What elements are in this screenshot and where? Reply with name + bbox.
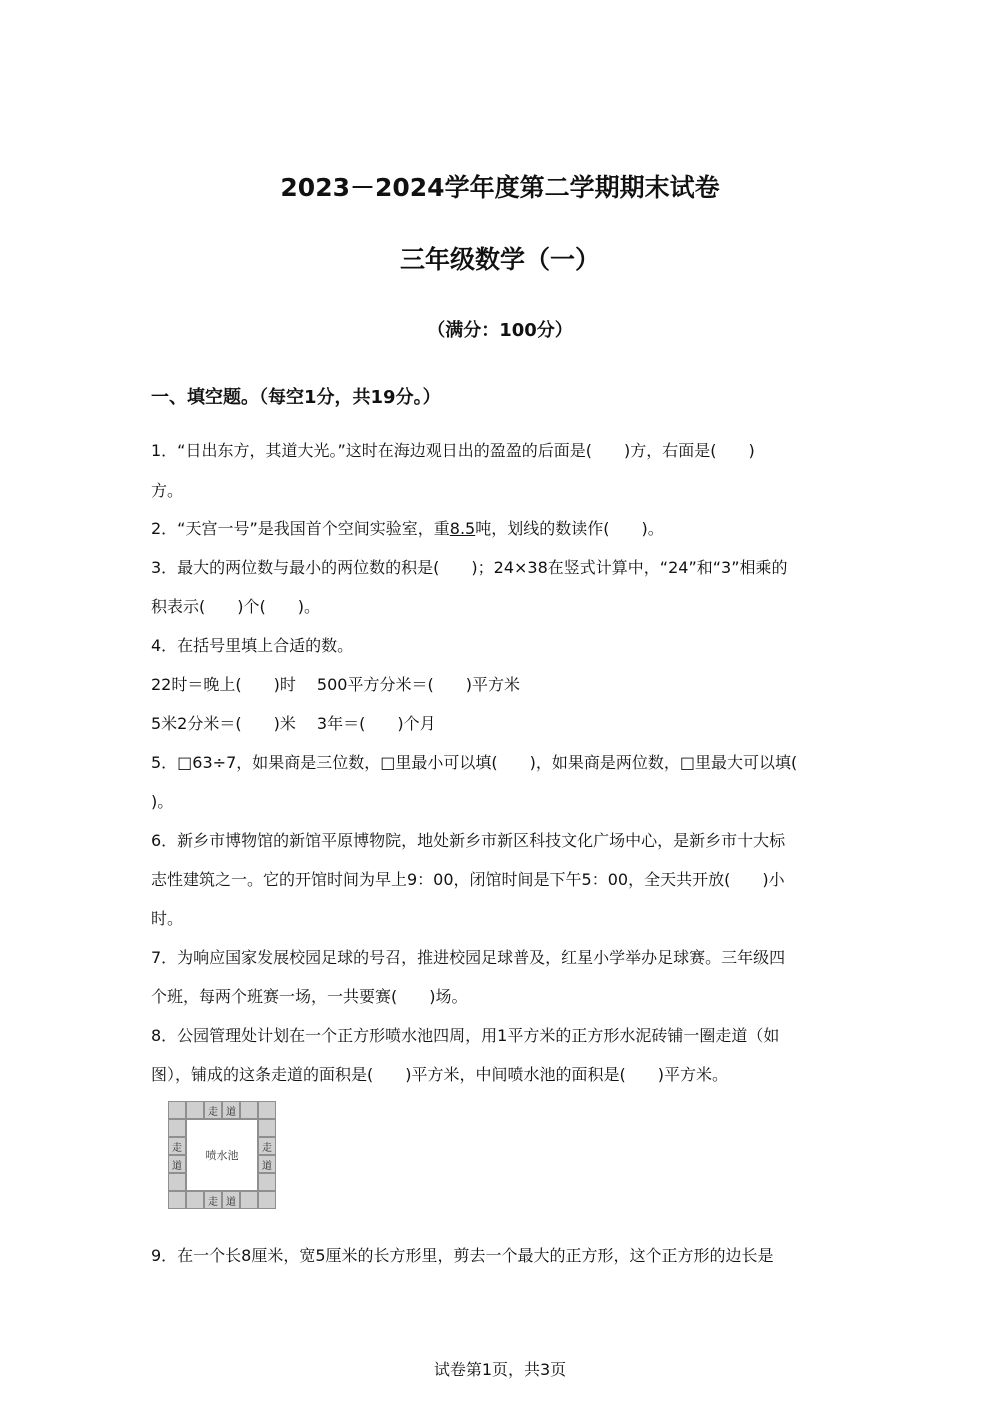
page-footer: 试卷第1页，共3页 bbox=[433, 1360, 567, 1379]
question-9-line-1: 9．在一个长8厘米，宽5厘米的长方形里，剪去一个最大的正方形，这个正方形的边长是 bbox=[151, 1246, 774, 1265]
question-1-line-2: 方。 bbox=[151, 481, 184, 500]
question-5-line-2: )。 bbox=[151, 792, 174, 811]
question-4-line-3: 5米2分米＝( )米 3年＝( )个月 bbox=[151, 714, 436, 733]
question-6-line-2: 志性建筑之一。它的开馆时间为早上9：00，闭馆时间是下午5：00，全天共开放( )小 bbox=[151, 870, 785, 889]
question-6-line-3: 时。 bbox=[151, 909, 184, 928]
path-tile bbox=[258, 1173, 276, 1191]
exam-subtitle: 三年级数学（一） bbox=[399, 245, 600, 274]
path-tile bbox=[240, 1191, 258, 1209]
path-tile: 走 bbox=[204, 1191, 222, 1209]
fountain-pool: 喷水池 bbox=[186, 1119, 258, 1191]
question-1-line-1: 1．“日出东方，其道大光。”这时在海边观日出的盈盈的后面是( )方，右面是( ) bbox=[151, 441, 755, 460]
fountain-path-figure bbox=[168, 1101, 276, 1209]
path-tile bbox=[186, 1191, 204, 1209]
question-8-line-2: 图），铺成的这条走道的面积是( )平方米，中间喷水池的面积是( )平方米。 bbox=[151, 1065, 728, 1084]
path-tile: 道 bbox=[222, 1191, 240, 1209]
underlined-number: 8.5 bbox=[449, 519, 476, 538]
section-heading: 一、填空题。（每空1分，共19分。） bbox=[151, 387, 441, 408]
question-6-line-1: 6．新乡市博物馆的新馆平原博物院，地处新乡市新区科技文化广场中心，是新乡市十大标 bbox=[151, 831, 786, 850]
path-tile bbox=[168, 1119, 186, 1137]
question-7-line-1: 7．为响应国家发展校园足球的号召，推进校园足球普及，红星小学举办足球赛。三年级四 bbox=[151, 948, 786, 967]
path-tile: 道 bbox=[222, 1101, 240, 1119]
question-2 bbox=[151, 516, 664, 539]
question-4-line-1: 4．在括号里填上合适的数。 bbox=[151, 636, 354, 655]
question-3-line-1: 3．最大的两位数与最小的两位数的积是( )；24×38在竖式计算中，“24”和“3”相乘的 bbox=[151, 558, 788, 577]
question-4-line-2: 22时＝晚上( )时 500平方分米＝( )平方米 bbox=[151, 675, 520, 694]
path-tile: 道 bbox=[258, 1155, 276, 1173]
path-tile bbox=[168, 1173, 186, 1191]
question-2-pre: 2．“天宫一号”是我国首个空间实验室，重 bbox=[151, 519, 450, 538]
path-tile bbox=[186, 1101, 204, 1119]
question-8-line-1: 8．公园管理处计划在一个正方形喷水池四周，用1平方米的正方形水泥砖铺一圈走道（如 bbox=[151, 1026, 780, 1045]
path-tile: 走 bbox=[204, 1101, 222, 1119]
path-tile: 道 bbox=[168, 1155, 186, 1173]
full-score: （满分：100分） bbox=[427, 320, 573, 341]
path-tile bbox=[240, 1101, 258, 1119]
question-2-post: 吨，划线的数读作( )。 bbox=[475, 519, 664, 538]
exam-title: 2023－2024学年度第二学期期末试卷 bbox=[280, 173, 720, 202]
question-5-line-1: 5．□63÷7，如果商是三位数，□里最小可以填( )，如果商是两位数，□里最大可以填( bbox=[151, 753, 798, 772]
path-tile bbox=[168, 1191, 186, 1209]
path-tile: 走 bbox=[168, 1137, 186, 1155]
path-tile bbox=[258, 1101, 276, 1119]
question-3-line-2: 积表示( )个( )。 bbox=[151, 597, 320, 616]
question-7-line-2: 个班，每两个班赛一场，一共要赛( )场。 bbox=[151, 987, 468, 1006]
path-tile bbox=[258, 1191, 276, 1209]
path-tile bbox=[258, 1119, 276, 1137]
path-tile bbox=[168, 1101, 186, 1119]
path-tile: 走 bbox=[258, 1137, 276, 1155]
